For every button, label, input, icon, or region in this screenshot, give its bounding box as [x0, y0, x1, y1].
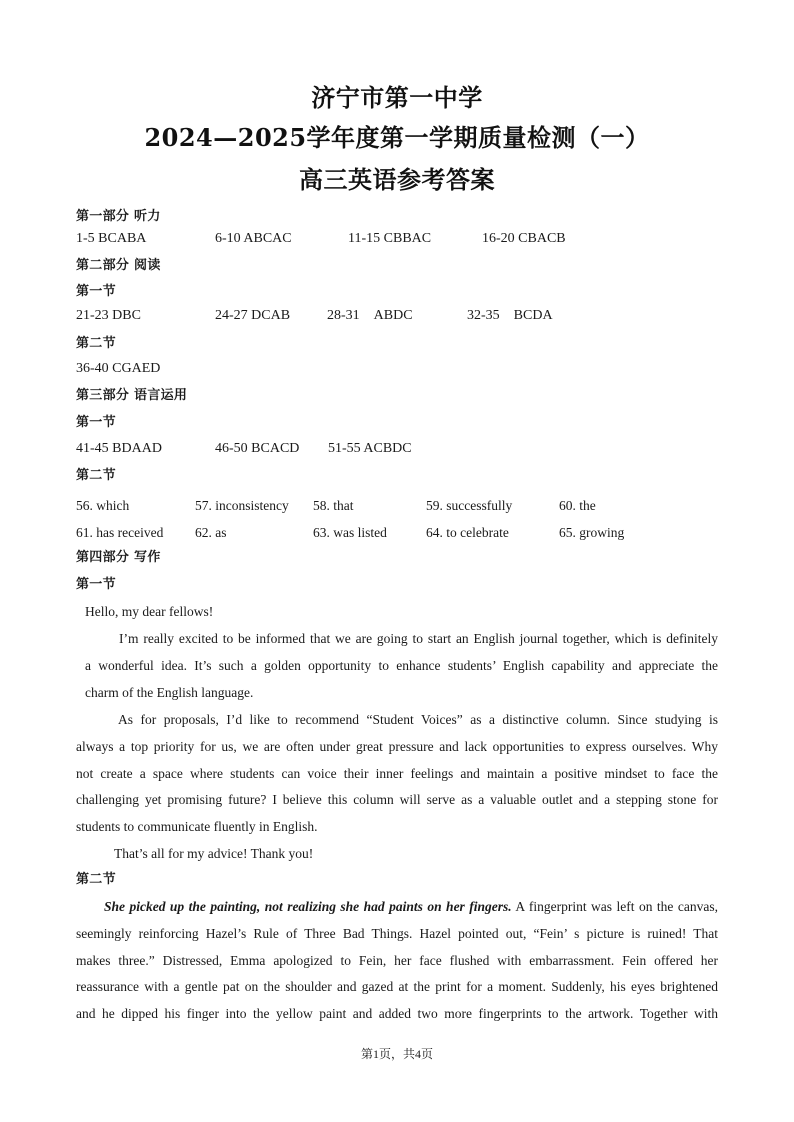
story-line: reassurance with a gentle pat on the shoulder and gazed at the print for a moment. Suddenly, his eyes brightened	[76, 979, 718, 994]
part3-sec1-heading: 第一节	[76, 415, 116, 430]
term-title: 2024—2025学年度第一学期质量检测（一）	[144, 123, 650, 152]
essay-line: not create a space where students can voice their inner feelings and maintain a positive mindset to face the	[76, 766, 718, 781]
answer-group: 21-23 DBC	[76, 308, 141, 323]
answer-group: 16-20 CBACB	[482, 231, 566, 246]
essay-line: challenging yet promising future? I believe this column will serve as a valuable outlet and a stepping stone for	[76, 792, 718, 807]
answer-group: 32-35 BCDA	[467, 308, 553, 323]
answer-group: 24-27 DCAB	[215, 308, 291, 323]
story-lead-sentence: She picked up the painting, not realizing she had paints on her fingers.	[104, 899, 512, 914]
answer-group: 51-55 ACBDC	[328, 441, 412, 456]
part3-heading: 第三部分 语言运用	[76, 388, 188, 403]
essay-line: As for proposals, I’d like to recommend “Student Voices” as a distinctive column. Since studying is	[118, 712, 718, 727]
part2-sec1-heading: 第一节	[76, 284, 116, 299]
answer-group: 11-15 CBBAC	[348, 231, 432, 246]
part2-heading: 第二部分 阅读	[76, 258, 161, 273]
part1-heading: 第一部分 听力	[76, 209, 161, 224]
answer-group: 46-50 BCACD	[215, 441, 300, 456]
story-line: seemingly reinforcing Hazel’s Rule of Three Bad Things. Hazel pointed out, “Fein’ s picture is ruined! That	[76, 926, 718, 941]
fill-answer: 61. has received	[76, 525, 164, 540]
answer-group: 6-10 ABCAC	[215, 231, 292, 246]
school-title: 济宁市第一中学	[311, 83, 483, 112]
part4-heading: 第四部分 写作	[76, 550, 161, 565]
fill-answer: 62. as	[195, 525, 227, 540]
letter-closing: That’s all for my advice! Thank you!	[114, 846, 314, 861]
subject-title: 高三英语参考答案	[299, 165, 495, 194]
fill-answer: 57. inconsistency	[195, 498, 289, 513]
fill-answer: 56. which	[76, 498, 130, 513]
essay-line: students to communicate fluently in English.	[76, 819, 318, 834]
page-number: 第1页，共4页	[360, 1047, 433, 1061]
answer-group: 36-40 CGAED	[76, 361, 161, 376]
fill-answer: 65. growing	[559, 525, 625, 540]
fill-answer: 59. successfully	[426, 498, 513, 513]
story-lead-rest: A fingerprint was left on the canvas,	[511, 899, 718, 914]
story-line: and he dipped his finger into the yellow paint and added two more fingerprints to the artwork. Together with	[76, 1006, 718, 1021]
letter-greeting: Hello, my dear fellows!	[85, 604, 214, 619]
part4-sec1-heading: 第一节	[76, 577, 116, 592]
essay-line: I’m really excited to be informed that we are going to start an English journal together, which is definitely	[119, 631, 718, 646]
part2-sec2-heading: 第二节	[76, 336, 116, 351]
answer-group: 41-45 BDAAD	[76, 441, 162, 456]
fill-answer: 58. that	[313, 498, 354, 513]
answer-group: 1-5 BCABA	[76, 231, 147, 246]
essay-line: always a top priority for us, we are often under great pressure and lack opportunities to express ourselves. Why	[76, 739, 718, 754]
part4-sec2-heading: 第二节	[76, 872, 116, 887]
story-line: makes three.” Distressed, Emma apologized to Fein, her face flushed with embarrassment. Fein offered her	[76, 953, 718, 968]
story-first-line	[104, 899, 718, 915]
fill-answer: 60. the	[559, 498, 596, 513]
essay-line: charm of the English language.	[85, 685, 254, 700]
fill-answer: 63. was listed	[313, 525, 387, 540]
fill-answer: 64. to celebrate	[426, 525, 509, 540]
essay-line: a wonderful idea. It’s such a golden opportunity to enhance students’ English capability and appreciate the	[85, 658, 718, 673]
part3-sec2-heading: 第二节	[76, 468, 116, 483]
answer-group: 28-31 ABDC	[327, 308, 413, 323]
